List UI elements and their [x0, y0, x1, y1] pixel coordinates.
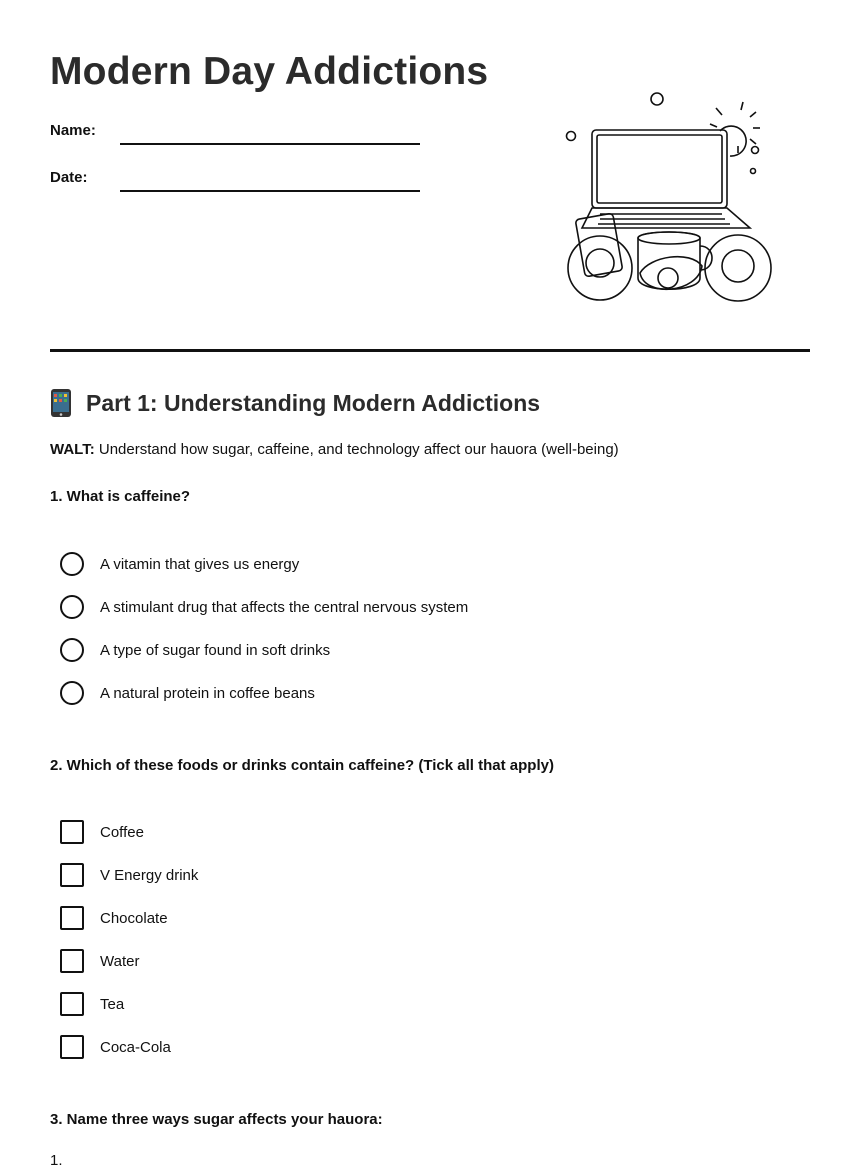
- checkbox[interactable]: [60, 863, 84, 887]
- option-label: A stimulant drug that affects the central nervous system: [100, 598, 469, 616]
- name-input-line[interactable]: [120, 143, 420, 145]
- q2-option-water[interactable]: [60, 949, 139, 973]
- walt-label: WALT:: [50, 441, 95, 458]
- page-title: Modern Day Addictions: [50, 50, 489, 93]
- name-label: Name:: [50, 122, 96, 139]
- question-1: 1. What is caffeine?: [50, 488, 191, 505]
- q1-option-2[interactable]: [60, 595, 468, 619]
- radio-button[interactable]: [60, 681, 84, 705]
- question-3: 3. Name three ways sugar affects your hauora:: [50, 1111, 383, 1128]
- date-label: Date:: [50, 169, 88, 186]
- part1-heading: [50, 388, 540, 418]
- q2-option-tea[interactable]: [60, 992, 124, 1016]
- radio-button[interactable]: [60, 638, 84, 662]
- checkbox[interactable]: [60, 820, 84, 844]
- laptop-coffee-kiwi-illustration: [560, 88, 780, 303]
- q2-option-coffee[interactable]: [60, 820, 144, 844]
- date-input-line[interactable]: [120, 190, 420, 192]
- option-label: Tea: [100, 995, 125, 1013]
- question-2: 2. Which of these foods or drinks contain caffeine? (Tick all that apply): [50, 757, 554, 774]
- checkbox[interactable]: [60, 949, 84, 973]
- q1-option-1[interactable]: [60, 552, 299, 576]
- q2-option-coca-cola[interactable]: [60, 1035, 171, 1059]
- name-field: [50, 122, 96, 139]
- q2-option-chocolate[interactable]: [60, 906, 168, 930]
- option-label: Coca-Cola: [100, 1038, 171, 1056]
- option-label: A natural protein in coffee beans: [100, 684, 315, 702]
- section-divider: [50, 349, 810, 352]
- walt-statement: [50, 441, 619, 458]
- mobile-phone-icon: [50, 388, 72, 418]
- q2-option-v-energy-drink[interactable]: [60, 863, 198, 887]
- checkbox[interactable]: [60, 992, 84, 1016]
- option-label: A vitamin that gives us energy: [100, 555, 300, 573]
- part1-heading-text: Part 1: Understanding Modern Addictions: [86, 389, 541, 416]
- option-label: V Energy drink: [100, 866, 199, 884]
- option-label: A type of sugar found in soft drinks: [100, 641, 331, 659]
- checkbox[interactable]: [60, 1035, 84, 1059]
- option-label: Coffee: [100, 823, 144, 841]
- checkbox[interactable]: [60, 906, 84, 930]
- option-label: Chocolate: [100, 909, 168, 927]
- q1-option-4[interactable]: [60, 681, 315, 705]
- q3-answer-item-1: 1.: [50, 1152, 63, 1169]
- radio-button[interactable]: [60, 552, 84, 576]
- q1-option-3[interactable]: [60, 638, 330, 662]
- date-field: [50, 169, 88, 186]
- option-label: Water: [100, 952, 140, 970]
- radio-button[interactable]: [60, 595, 84, 619]
- walt-text: Understand how sugar, caffeine, and technology affect our hauora (well-being): [94, 441, 619, 458]
